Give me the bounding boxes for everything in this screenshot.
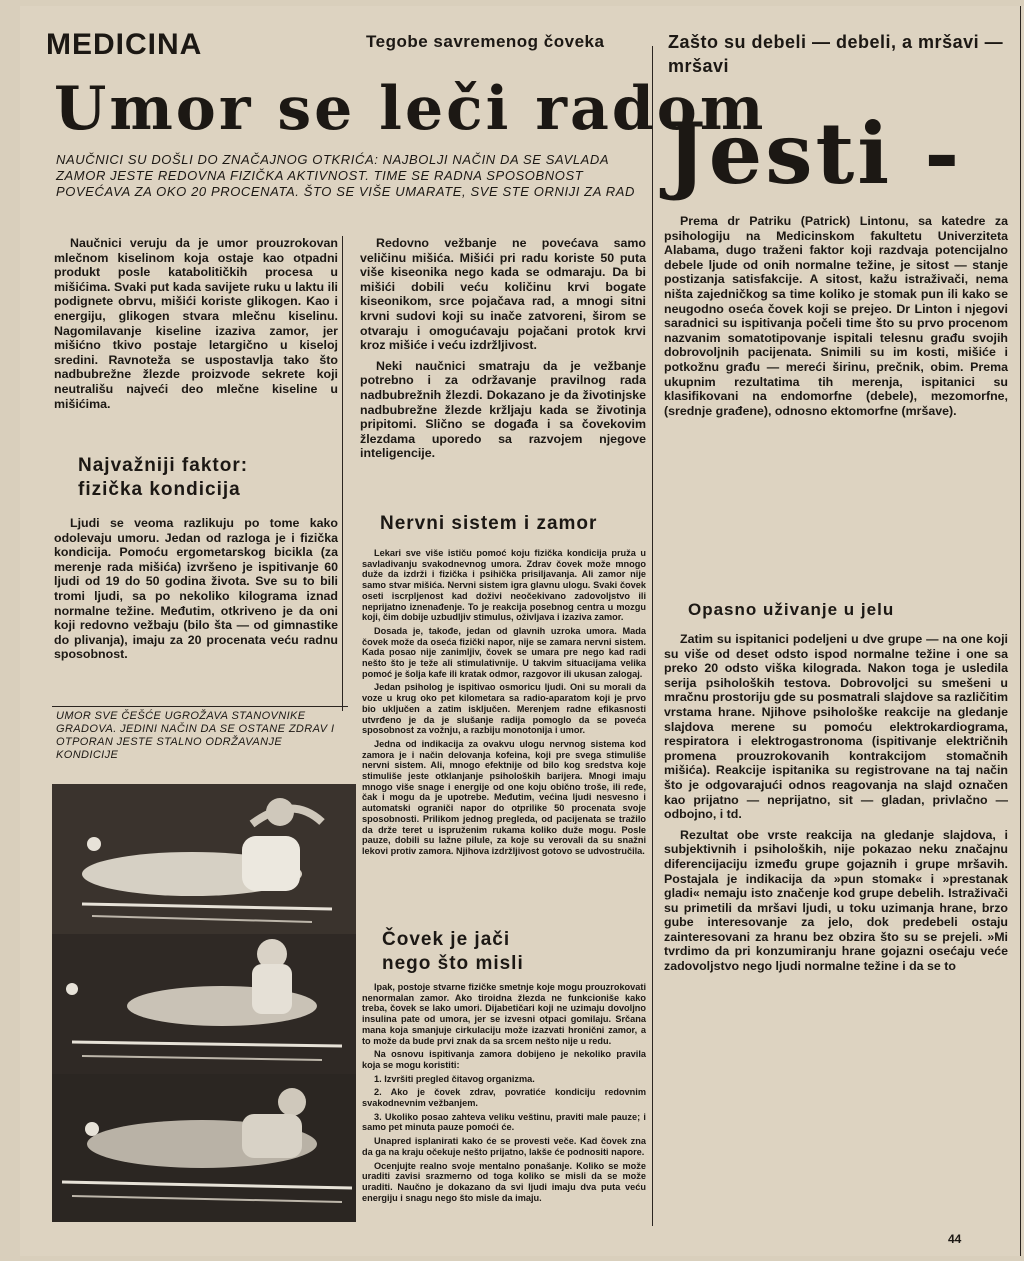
list-item: 1. Izvršiti pregled čitavog organizma. <box>374 1073 535 1084</box>
paragraph: Jedan psiholog je ispitivao osmoricu ljudi. Oni su morali da voze u krug oko pet kilometara sa radio-aparatom koji je prvo bio uključen a zatim isključen. Merenjem radne efikasnosti utvrđeno je da je slušanje radija pomoglo da se poveća sposobnost za vožnju, a razbiju monotonija i umor. <box>362 682 646 736</box>
list-item: 3. Ukoliko posao zahteva veliku veštinu, praviti male pauze; i samo pet minuta pauze pomoći će. <box>362 1111 646 1133</box>
magazine-page <box>20 6 1024 1256</box>
paragraph: Prema dr Patriku (Patrick) Lintonu, sa katedre za psihologiju na Medicinskom fakultetu Univerziteta Alabama, dugo traženi faktor koji razdvaja potencijalno debele ljude od onih normalne težine, je sitost — stanje postizanja satisfakcije. A sitost, kažu istraživači, nema ništa zajedničkog sa time koliko je stomak pun ili kako se neugodno oseća čovek koji se prejeo. Dr Linton i njegovi saradnici su ispitivanja počeli time što su prvo procenom nazvanim somatotipovanje ispitali telesnu građu svojih dobrovoljnih pacijenata. Snimili su im kosti, mišiće i potkožnu građu — mereći širinu, prečnik, obim. Prema ukupnim rezultatima tih merenja, ispitanici su klasifikovani na endomorfne (debele), mezomorfne, (srednje građene), odnosno ektomorfne (mršave). <box>664 214 1008 418</box>
paragraph: Ipak, postoje stvarne fizičke smetnje koje mogu prouzrokovati nenormalan zamor. Ako tiroidna žlezda ne funkcioniše kako treba, čovek se lako umori. Dijabetičari koji ne uzimaju dovoljno insulina pate od umora, jer se izvesni otpaci gomilaju. Srčana mana koja smanjuje cirkulaciju može izazvati hronični zamor, a to može da bude prvi znak da sa srcem nešto nije u redu. <box>362 982 646 1046</box>
subhead-stronger: Čovek je jači nego što misli <box>382 929 524 974</box>
column-rule-left <box>342 236 343 711</box>
column-1-bottom <box>54 516 338 662</box>
column-1-top <box>54 236 338 411</box>
exercise-photo-illustration <box>52 784 356 1222</box>
paragraph: Ocenjujte realno svoje mentalno ponašanje. Koliko se može uraditi zavisi srazmerno od toga koliko se misli da se može uraditi. Naučno je dokazano da svi ljudi imaju dva puta veću energiju i snagu nego što misle da imaju. <box>362 1160 646 1203</box>
paragraph: Dosada je, takođe, jedan od glavnih uzroka umora. Mada čovek može da oseća fizički napor, nije se zamara nervni sistem. Kada posao nije zanimljiv, čovek se umara pre nego kad radi nešto što je teže ali stimulativnije. U takvim situacijama velika pomoć je šolja kafe ili kratak odmor, razgovor ili ukusan zalogaj. <box>362 625 646 679</box>
caption-rule <box>52 706 348 707</box>
section-label: MEDICINA <box>46 28 203 61</box>
exercise-photo <box>52 784 356 1222</box>
side-article-topic: Zašto su debeli — debeli, a mršavi — mršavi <box>668 32 1004 76</box>
side-article-headline: Jesti - <box>666 104 963 203</box>
subhead-fitness: Najvažniji faktor: fizička kondicija <box>78 455 249 500</box>
photo-caption: UMOR SVE ČEŠĆE UGROŽAVA STANOVNIKE GRADOVA. JEDINI NAČIN DA SE OSTANE ZDRAV I OTPORAN JESTE STALNO ODRŽAVANJE KONDICIJE <box>56 710 335 761</box>
paragraph: Neki naučnici smatraju da je vežbanje potrebno i za održavanje pravilnog rada nadbubrežnih žlezdi. Dokazano je da životinjske nadbubrežne žlezde kržljaju kada se životinja pripitomi. Slično se događa i sa čovekovim žlezdama uporedo sa razvojem njegove inteligencije. <box>360 358 646 461</box>
paragraph: Zatim su ispitanici podeljeni u dve grupe — na one koji su više od deset odsto ispod normalne težine i one sa preko 20 odsto viška kilograda. Nakon toga je usledila serija psiholoških testova. Dobrovoljci su smešeni u mračnu prostoriju gde su posmatrali slajdove sa različitim vrstama hrane. Njihove psihološke reakcije na gledanje slajdova merene su pomoću elektrokardiograma, respiratora i elektrogastronoma (ispitivanje električnih promena prouzrokovanih kontrakcijom stomačnih mišića). Reakcije ispitanika su registrovane na taj način što je odgovarajući odnos reagovanja na slajd označen kao prijatno — neprijatno, sit — gladan, privlačno — odbojno, i td. <box>664 632 1008 822</box>
paragraph: Naučnici veruju da je umor prouzrokovan mlečnom kiselinom koja ostaje kao otpadni produkt posle katabolitičkih procesa u mišićima. Svaki put kada savijete ruku u laktu ili podignete obrvu, mišići koriste glikogen. Kao i energiju, glikogen stvara mlečnu kiselinu. Nagomilavanje kiseline izaziva zamor, jer mišićno tkivo postaje letargično u kiseloj sredini. Ravnoteža se uspostavlja tako što nadbubrežne žlezde proizvode sekrete koji neutrališu najveći deo mlečne kiseline u mišićima. <box>54 236 338 411</box>
subhead-nervous-system: Nervni sistem i zamor <box>380 513 598 534</box>
column-rule-right <box>1020 6 1021 1256</box>
list-item: 2. Ako je čovek zdrav, povratiće kondiciju redovnim svakodnevnim vežbanjem. <box>362 1087 646 1109</box>
article-headline: Umor se leči radom <box>54 74 767 144</box>
paragraph: Na osnovu ispitivanja zamora dobijeno je nekoliko pravila koja se mogu koristiti: <box>362 1049 646 1070</box>
paragraph: Unapred isplanirati kako će se provesti veče. Kad čovek zna da ga na kraju očekuje nešto prijatno, lakše će podnositi napore. <box>362 1136 646 1157</box>
column-2-bottom <box>362 982 646 1203</box>
subhead-eating: Opasno uživanje u jelu <box>688 600 895 619</box>
side-column-bottom <box>664 632 1008 974</box>
column-2-top <box>360 236 646 461</box>
paragraph: Ljudi se veoma razlikuju po tome kako odolevaju umoru. Jedan od razloga je i fizička kondicija. Pomoću ergometarskog bicikla (za merenje rada mišića) izvršeno je ispitivanje 60 ljudi od 19 do 50 godina života. Sve su to bili tromi ljudi, sa po nekoliko kilograma iznad normalne težine. Međutim, otkriveno je da oni koji redovno vežbaju (bilo šta — od gimnastike do plivanja), imaju za 20 procenata veću radnu sposobnost. <box>54 516 338 662</box>
article-topic: Tegobe savremenog čoveka <box>366 32 605 51</box>
side-column-top <box>664 214 1008 418</box>
column-rule-center <box>652 46 653 1226</box>
paragraph: Lekari sve više ističu pomoć koju fizička kondicija pruža u savladivanju svakodnevnog umora. Zdrav čovek može mnogo duže da izdrži i fizička i psihička prisiljavanja. Ali zamor nije samo stvar mišića. Nervni sistem igra glavnu ulogu. Svaki čovek oseti iscrpljenost kad doživi neočekivano zadovoljstvo ili neprijatno iznenađenje. To je reakcija posebnog centra u mozgu koji, čim dobije uzbudljiv stimulus, oživljava i izaziva zamor. <box>362 548 646 623</box>
paragraph: Redovno vežbanje ne povećava samo veličinu mišića. Mišići pri radu koriste 50 puta više kiseonika nego kada se odmaraju. Da bi mišići dobili veću količinu krvi bogate kiseonikom, srce pojačava rad, a mnogi sitni krvni sudovi koji su inače zatvoreni, širom se otvaraju i omogućavaju pojačani protok krvi kroz mišiće i veću izdržljivost. <box>360 236 646 353</box>
article-lead: NAUČNICI SU DOŠLI DO ZNAČAJNOG OTKRIĆA: NAJBOLJI NAČIN DA SE SAVLADA ZAMOR JESTE REDOVNA FIZIČKA AKTIVNOST. TIME SE RADNA SPOSOBNOST POVEĆAVA ZA OKO 20 PROCENATA. ŠTO SE VIŠE UMARATE, SVE STE ORNIJI ZA RAD <box>56 152 635 199</box>
column-2-middle <box>362 548 646 857</box>
page-number: 44 <box>948 1232 962 1246</box>
paragraph: Jedna od indikacija za ovakvu ulogu nervnog sistema kod zamora je i način delovanja kofeina, koji pre svega stimuliše nervni sistem. Ali, mnogo efektnije od bilo kog sredstva koje stimuliše jeste otklanjanje psiholoških barijera. Mnogi imaju mnogo više snage i energije od one koju obično troše, ili ređe, čak i mogu da je upotrebe. Međutim, većina ljudi nesvesno i automatski ograniči napor do otprilike 50 procenata svoje sposobnosti. Prilikom jednog pregleda, od pacijenata se tražilo da drže teret u ispruženim rukama koliko duže mogu. Posle pauze, dobili su lažne pilule, za koje su verovali da su snažni lekovi protiv zamora. Njihova izdržljivost gotovo se udvostručila. <box>362 738 646 856</box>
paragraph: Rezultat obe vrste reakcija na gledanje slajdova, i subjektivnih i psiholoških, nije pokazao neku značajnu diferencijaciju između grupe gojaznih i grupe mršavih. Postajala je indikacija da »pun stomak« i »prestanak gladi« nemaju isto značenje kod grupe debelih. Istraživači su primetili da mršavi ljudi, u toku uzimanja hrane, brzo gube interesovanje za jelo, dok predebeli ostaju zainteresovani za hranu bez obzira što su se prejeli. »Mi tvrdimo da pri konzumiranju hrane gojazni osećaju veće zadovoljstvo nego ljudi normalne težine i da se to <box>664 827 1008 974</box>
